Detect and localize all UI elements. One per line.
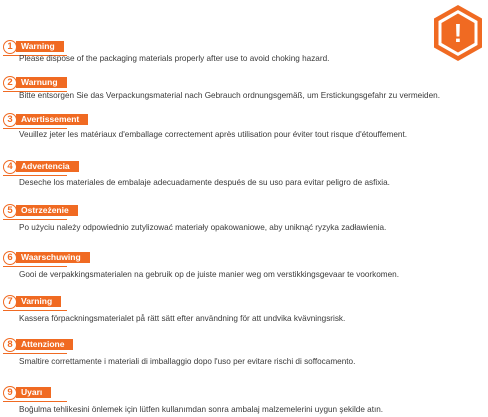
warning-header (3, 339, 481, 353)
step-number: 2 (3, 76, 17, 90)
warning-header (3, 387, 481, 401)
warning-header (3, 114, 481, 128)
warning-header (3, 296, 481, 310)
warning-header (3, 41, 481, 55)
warning-label: Warning (16, 41, 64, 52)
warning-label: Waarschuwing (16, 252, 90, 263)
warning-text: Veuillez jeter les matériaux d'emballage correctement après utilisation pour éviter tout risque d'étouffement. (19, 130, 407, 139)
step-number: 8 (3, 338, 17, 352)
divider (3, 219, 67, 220)
warning-label: Advertencia (16, 161, 79, 172)
step-number: 5 (3, 204, 17, 218)
warning-text: Deseche los materiales de embalaje adecuadamente después de su uso para evitar peligro de asfixia. (19, 178, 390, 187)
step-number: 4 (3, 160, 17, 174)
warning-item-fr (3, 114, 481, 139)
warning-label: Ostrzeżenie (16, 205, 78, 216)
warning-text: Kassera förpackningsmaterialet på rätt sätt efter användning för att undvika kvävningsrisk. (19, 314, 346, 323)
step-number: 3 (3, 113, 17, 127)
step-number: 6 (3, 251, 17, 265)
step-number: 7 (3, 295, 17, 309)
warning-item-en (3, 41, 481, 63)
divider (3, 266, 67, 267)
divider (3, 310, 67, 311)
warning-text: Smaltire correttamente i materiali di imballaggio dopo l'uso per evitare rischi di soffocamento. (19, 357, 356, 366)
warning-item-nl (3, 252, 481, 279)
warning-label: Avertissement (16, 114, 88, 125)
step-number: 1 (3, 40, 17, 54)
warning-item-tr (3, 387, 481, 414)
warning-header (3, 205, 481, 219)
divider (3, 175, 67, 176)
warning-item-sv (3, 296, 481, 323)
warning-text: Please dispose of the packaging materials properly after use to avoid choking hazard. (19, 54, 330, 63)
warning-item-pl (3, 205, 481, 232)
divider (3, 401, 67, 402)
warning-text: Po użyciu należy odpowiednio zutylizować materiały opakowaniowe, aby uniknąć ryzyka zadławienia. (19, 223, 387, 232)
warning-label: Attenzione (16, 339, 73, 350)
warning-item-it (3, 339, 481, 366)
warning-text: Bitte entsorgen Sie das Verpackungsmaterial nach Gebrauch ordnungsgemäß, um Erstickungsgefahr zu vermeiden. (19, 91, 440, 100)
warning-item-es (3, 161, 481, 187)
warning-header (3, 77, 481, 91)
divider (3, 128, 67, 129)
warning-header (3, 161, 481, 175)
step-number: 9 (3, 386, 17, 400)
warning-header (3, 252, 481, 266)
warning-label: Uyarı (16, 387, 51, 398)
exclamation-mark: ! (453, 18, 463, 48)
warning-text: Boğulma tehlikesini önlemek için lütfen kullanımdan sonra ambalaj malzemelerini uygun şekilde atın. (19, 405, 384, 414)
warning-text: Gooi de verpakkingsmaterialen na gebruik op de juiste manier weg om verstikkingsgevaar te voorkomen. (19, 270, 400, 279)
divider (3, 353, 67, 354)
warning-label: Varning (16, 296, 61, 307)
warning-item-de (3, 77, 481, 100)
warning-label: Warnung (16, 77, 67, 88)
